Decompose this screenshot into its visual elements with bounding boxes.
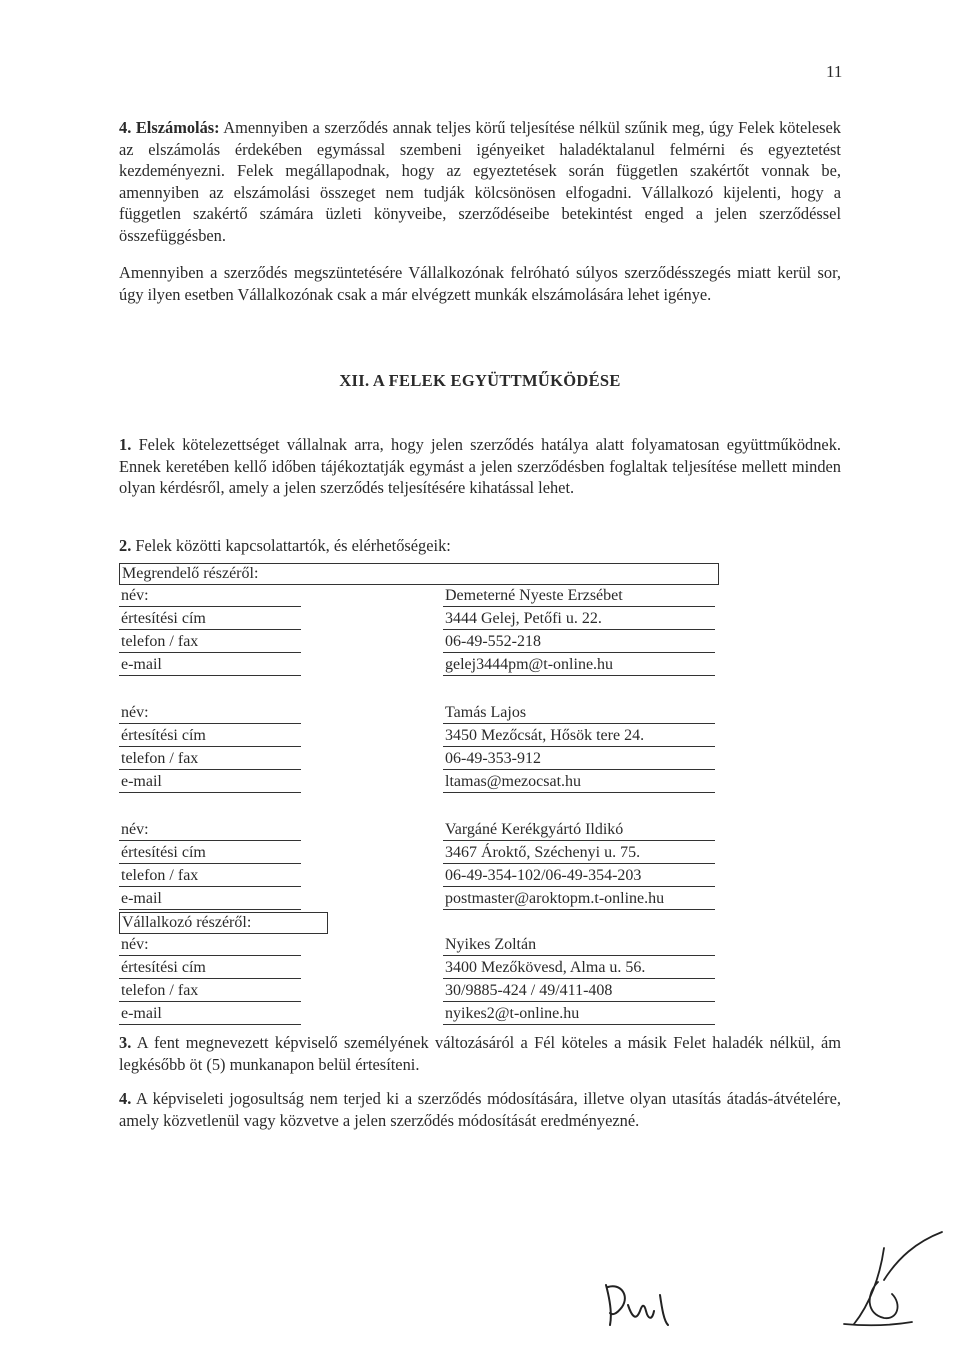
paragraph-text: Felek közötti kapcsolattartók, és elérhetőségeik: xyxy=(135,536,451,555)
section-heading: XII. A FELEK EGYÜTTMŰKÖDÉSE xyxy=(339,371,621,390)
label-email: e-mail xyxy=(119,655,301,676)
paragraph-text: Felek kötelezettséget vállalnak arra, hogy jelen szerződés hatálya alatt folyamatosan együttműködnek. Ennek keretében kellő időben tájékoztatják egymást a jelen szerződésben foglaltak teljesítése mellett minden olyan kérdésről, amely a jelen szerződés teljesítésére kihatással lehet. xyxy=(119,435,841,498)
value-address: 3450 Mezőcsát, Hősök tere 24. xyxy=(443,726,715,747)
contact-row-name xyxy=(119,703,841,726)
paragraph-text: Amennyiben a szerződés annak teljes körű teljesítése nélkül szűnik meg, úgy Felek kötelesek az elszámolás érdekében egymással szembeni igényeiket haladéktalanul felmérni és egyeztetést kezdeményezni. Felek megállapodnak, hogy az egyeztetések során független szakértőt vonnak be, amennyiben az elszámolási összeget nem tudják kölcsönösen elfogadni. Vállalkozó kijelenti, hogy a független szakértő számára üzleti könyveibe, szerződéseibe betekintést enged a jelen szerződéssel összefüggésben. xyxy=(119,118,841,245)
value-email: ltamas@mezocsat.hu xyxy=(443,772,715,793)
paragraph-text: A képviseleti jogosultság nem terjed ki a szerződés módosítására, illetve olyan utasítás átadás-átvételére, amely közvetlenül vagy közvetve a jelen szerződés módosítását eredményezné. xyxy=(119,1089,841,1130)
value-name: Tamás Lajos xyxy=(443,703,715,724)
label-phone: telefon / fax xyxy=(119,749,301,770)
label-email: e-mail xyxy=(119,772,301,793)
label-email: e-mail xyxy=(119,1004,301,1025)
contact-row-email xyxy=(119,889,841,912)
label-phone: telefon / fax xyxy=(119,981,301,1002)
paragraph-4-authority xyxy=(119,1088,841,1131)
paragraph-1-cooperation xyxy=(119,434,841,499)
contact-row-phone xyxy=(119,632,841,655)
label-phone: telefon / fax xyxy=(119,866,301,887)
contact-row-phone xyxy=(119,866,841,889)
paragraph-2-contacts xyxy=(119,535,841,557)
paragraph-text: A fent megnevezett képviselő személyének változásáról a Fél köteles a másik Felet haladék nélkül, ám legkésőbb öt (5) munkanapon belül értesíteni. xyxy=(119,1033,841,1074)
contact-row-email xyxy=(119,655,841,678)
contact-row-phone xyxy=(119,749,841,772)
label-name: név: xyxy=(119,586,301,607)
page-number: 11 xyxy=(826,62,843,81)
initials-mark xyxy=(836,1228,946,1338)
contact-row-phone xyxy=(119,981,841,1004)
value-email: nyikes2@t-online.hu xyxy=(443,1004,715,1025)
value-email: postmaster@aroktopm.t-online.hu xyxy=(443,889,715,910)
value-name: Nyikes Zoltán xyxy=(443,935,715,956)
label-phone: telefon / fax xyxy=(119,632,301,653)
label-email: e-mail xyxy=(119,889,301,910)
paragraph-number: 2. xyxy=(119,536,132,555)
contact-row-name xyxy=(119,935,841,958)
paragraph-number: 4. xyxy=(119,118,132,137)
value-email: gelej3444pm@t-online.hu xyxy=(443,655,715,676)
section-label: Megrendelő részéről: xyxy=(119,563,719,585)
contacts-section-header xyxy=(119,912,841,935)
contact-row-address xyxy=(119,843,841,866)
contact-row-name xyxy=(119,820,841,843)
value-name: Demeterné Nyeste Erzsébet xyxy=(443,586,715,607)
value-phone: 06-49-552-218 xyxy=(443,632,715,653)
contact-row-address xyxy=(119,726,841,749)
value-address: 3467 Ároktő, Széchenyi u. 75. xyxy=(443,843,715,864)
signature-mark xyxy=(598,1265,708,1335)
label-name: név: xyxy=(119,820,301,841)
contacts-section-header xyxy=(119,563,841,586)
contact-row-email xyxy=(119,772,841,795)
value-address: 3444 Gelej, Petőfi u. 22. xyxy=(443,609,715,630)
paragraph-number: 3. xyxy=(119,1033,132,1052)
paragraph-3-representative xyxy=(119,1032,841,1075)
paragraph-number: 1. xyxy=(119,435,132,454)
section-label: Vállalkozó részéről: xyxy=(119,912,328,934)
contact-row-name xyxy=(119,586,841,609)
label-address: értesítési cím xyxy=(119,843,301,864)
value-phone: 06-49-354-102/06-49-354-203 xyxy=(443,866,715,887)
value-phone: 30/9885-424 / 49/411-408 xyxy=(443,981,715,1002)
contact-row-email xyxy=(119,1004,841,1027)
paragraph-4-settlement xyxy=(119,117,841,247)
label-address: értesítési cím xyxy=(119,609,301,630)
paragraph-lead: Elszámolás: xyxy=(135,118,220,137)
value-name: Vargáné Kerékgyártó Ildikó xyxy=(443,820,715,841)
paragraph-termination: Amennyiben a szerződés megszüntetésére Vállalkozónak felróható súlyos szerződésszegés miatt kerül sor, úgy ilyen esetben Vállalkozónak csak a már elvégzett munkák elszámolására lehet igénye. xyxy=(119,263,841,304)
contacts-table xyxy=(119,563,841,1027)
label-name: név: xyxy=(119,935,301,956)
contact-row-address xyxy=(119,609,841,632)
paragraph-number: 4. xyxy=(119,1089,132,1108)
label-name: név: xyxy=(119,703,301,724)
value-address: 3400 Mezőkövesd, Alma u. 56. xyxy=(443,958,715,979)
value-phone: 06-49-353-912 xyxy=(443,749,715,770)
contact-row-address xyxy=(119,958,841,981)
label-address: értesítési cím xyxy=(119,958,301,979)
label-address: értesítési cím xyxy=(119,726,301,747)
